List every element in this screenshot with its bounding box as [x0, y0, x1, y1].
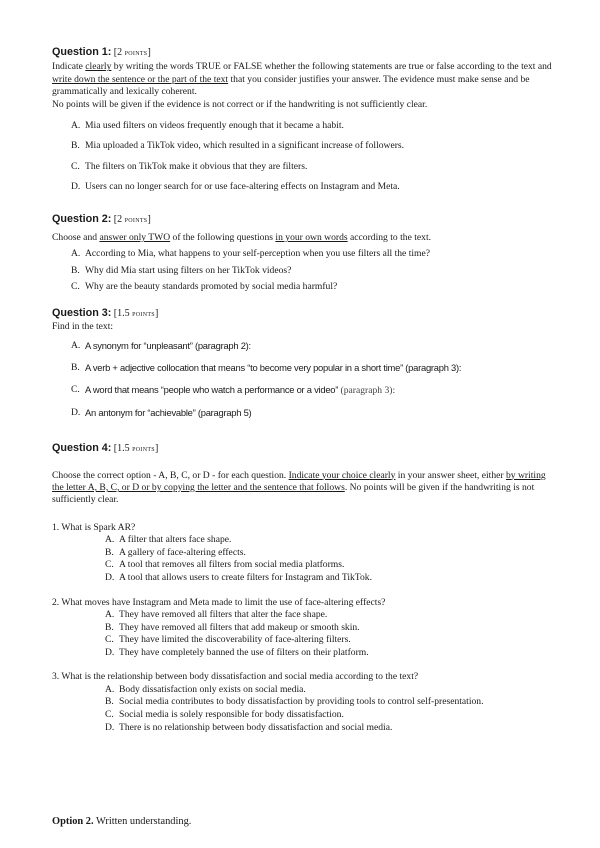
list-item: A. They have removed all filters that alter the face shape. — [105, 608, 328, 620]
question-3-title: Question 3: — [52, 306, 112, 319]
list-item: C. A tool that removes all filters from social media platforms. — [105, 559, 345, 571]
list-item: D. A tool that allows users to create filters for Instagram and TikTok. — [105, 571, 372, 583]
question-4-item-2 — [52, 597, 552, 660]
question-stem: 1. What is Spark AR? — [52, 521, 136, 533]
question-1-points: [2 POINTS] — [113, 47, 151, 58]
question-2-points: [2 POINTS] — [113, 213, 151, 225]
question-1-heading — [52, 46, 552, 60]
exam-page — [52, 46, 552, 734]
list-item: D. There is no relationship between body dissatisfaction and social media. — [105, 721, 393, 733]
list-item: A. According to Mia, what happens to your self-perception when you use filters all the time? — [71, 248, 431, 260]
question-stem: 3. What is the relationship between body dissatisfaction and social media according to the text? — [52, 671, 419, 683]
question-4-title: Question 4: — [52, 442, 112, 455]
list-item: B. A gallery of face-altering effects. — [105, 546, 246, 558]
question-4-item-1 — [52, 522, 552, 585]
question-3-heading — [52, 307, 552, 321]
options-list — [52, 684, 552, 734]
question-1-warning: No points will be given if the evidence is not correct or if the handwriting is not sufficiently clear. — [52, 98, 428, 110]
question-1-instructions: Indicate clearly by writing the words TRUE or FALSE whether the following statements are true or false according to the text and write down the sentence or the part of the text that you consider justifies your answer. The evidence must make sense and be grammatically and lexically coherent. — [52, 61, 552, 98]
question-4-item-3 — [52, 671, 552, 734]
question-2-title: Question 2: — [52, 212, 112, 225]
list-item: D. They have completely banned the use of filters on their platform. — [105, 646, 369, 658]
list-item: C. Why are the beauty standards promoted by social media harmful? — [71, 281, 338, 293]
question-2-instructions: Choose and answer only TWO of the following questions in your own words according to the text. — [52, 232, 432, 244]
question-2-heading — [52, 213, 552, 227]
list-item: A. Mia used filters on videos frequently enough that it became a habit. — [71, 120, 344, 132]
list-item: D. Users can no longer search for or use face-altering effects on Instagram and Meta. — [71, 181, 400, 193]
list-item: A. A filter that alters face shape. — [105, 534, 232, 546]
list-item: A. A synonym for “unpleasant” (paragraph 2): — [71, 339, 251, 351]
question-3-intro: Find in the text: — [52, 321, 114, 333]
list-item: D. An antonym for “achievable” (paragraph 5) — [71, 406, 252, 418]
section-footer — [52, 816, 191, 828]
list-item: A. Body dissatisfaction only exists on social media. — [105, 683, 306, 695]
list-item: B. Social media contributes to body dissatisfaction by providing tools to control self-presentation. — [105, 696, 484, 708]
question-4-heading — [52, 442, 552, 456]
question-3-points: [1.5 POINTS] — [113, 307, 159, 319]
option-text: Written understanding. — [93, 816, 192, 827]
list-item: B. A verb + adjective collocation that means “to become very popular in a short time” (paragraph 3): — [71, 361, 462, 373]
list-item: C. Social media is solely responsible for body dissatisfaction. — [105, 708, 344, 720]
question-4-points: [1.5 POINTS] — [113, 443, 159, 455]
question-4-instructions: Choose the correct option - A, B, C, or D - for each question. Indicate your choice clearly in your answer sheet, either by writing the letter A, B, C, or D or by copying the letter and the sentence that follows. No points will be given if the handwriting is not sufficiently clear. — [52, 469, 546, 506]
list-item: C. They have limited the discoverability of face-altering filters. — [105, 634, 351, 646]
question-3-list — [52, 340, 552, 421]
options-list — [52, 534, 552, 584]
list-item: B. They have removed all filters that add makeup or smooth skin. — [105, 621, 360, 633]
question-2-list — [52, 248, 552, 293]
options-list — [52, 609, 552, 659]
list-item: B. Mia uploaded a TikTok video, which resulted in a significant increase of followers. — [71, 140, 405, 152]
list-item: C. A word that means “people who watch a performance or a video” (paragraph 3): — [71, 384, 396, 397]
question-1-title: Question 1: — [52, 46, 112, 58]
list-item: C. The filters on TikTok make it obvious that they are filters. — [71, 160, 308, 172]
question-1-list — [52, 120, 552, 194]
list-item: B. Why did Mia start using filters on her TikTok videos? — [71, 264, 292, 276]
question-stem: 2. What moves have Instagram and Meta made to limit the use of face-altering effects? — [52, 596, 386, 608]
option-label: Option 2. — [52, 816, 94, 827]
